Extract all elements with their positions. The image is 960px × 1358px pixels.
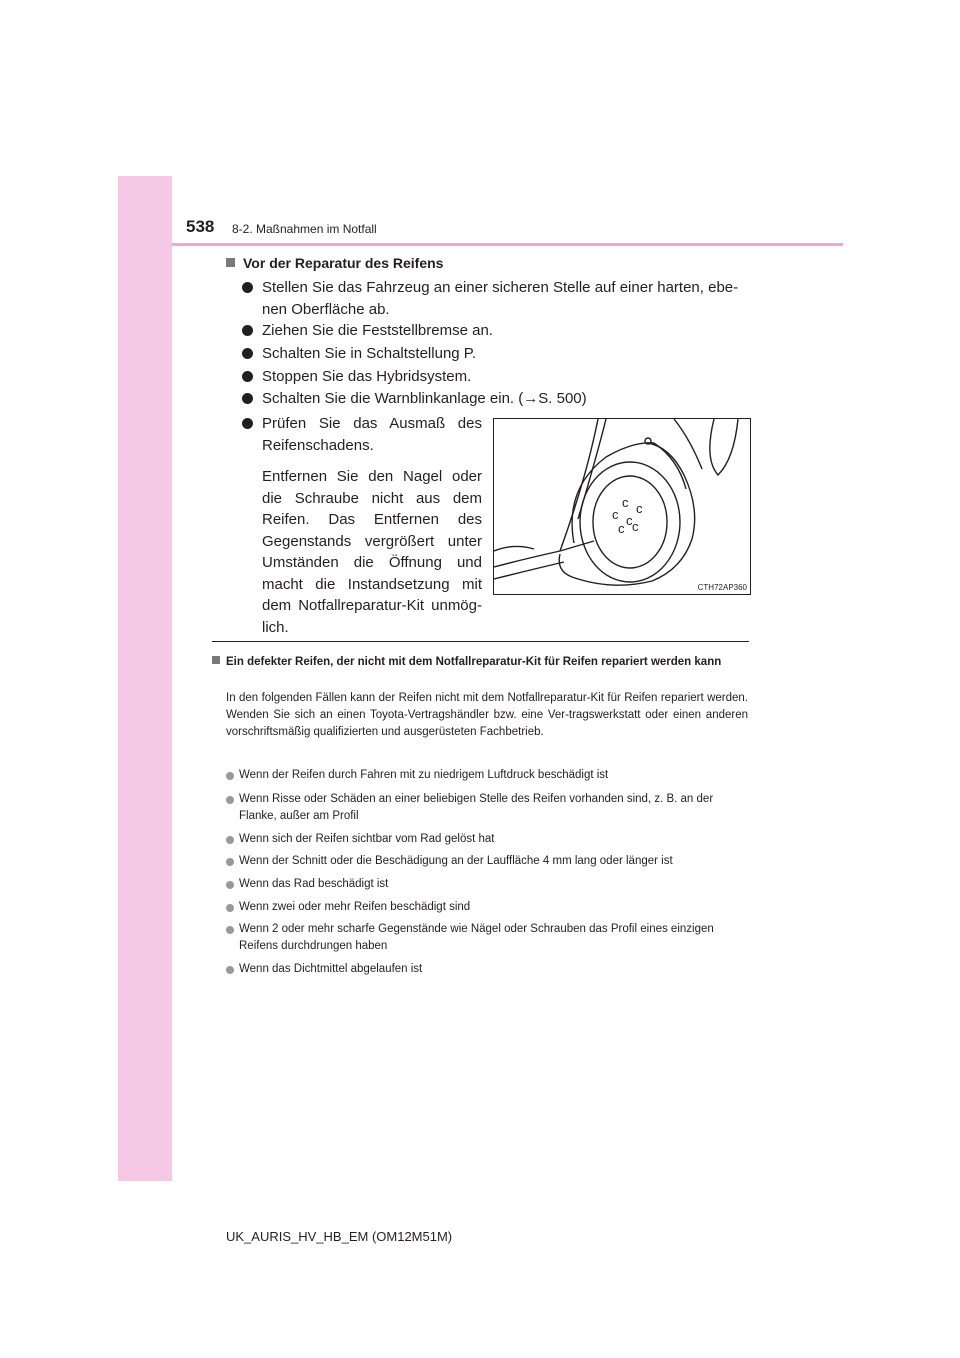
section-divider — [212, 641, 749, 642]
note-list-item: Wenn 2 oder mehr scharfe Gegenstände wie Nägel oder Schrauben das Profil eines einzigen Reifens durchdrungen haben — [226, 921, 749, 955]
note-intro: In den folgenden Fällen kann der Reifen nicht mit dem Notfallreparatur-Kit für Reifen repariert werden. Wenden Sie sich an einen Toyota-Vertragshändler bzw. eine Ver-tragswerkstatt oder einen anderen vorschriftsmäßig qualifizierten und ausgerüsteten Fachbetrieb. — [226, 692, 748, 738]
bullet-icon — [226, 772, 234, 780]
bullet-icon — [226, 796, 234, 804]
bullet-icon — [226, 858, 234, 866]
check-title: Prüfen Sie das Ausmaß des Reifenschadens. — [262, 415, 482, 454]
bullet-icon — [226, 881, 234, 889]
svg-text:c: c — [622, 495, 629, 510]
bullet-icon — [242, 371, 253, 382]
footer-model-code: UK_AURIS_HV_HB_EM (OM12M51M) — [226, 1229, 453, 1244]
section-heading — [226, 255, 443, 271]
note-list-item: Wenn Risse oder Schäden an einer beliebigen Stelle des Reifen vorhanden sind, z. B. an der Flanke, außer am Profil — [226, 791, 749, 825]
bullet-icon — [242, 325, 253, 336]
note-list-item: Wenn zwei oder mehr Reifen beschädigt sind — [226, 899, 749, 916]
section-title-text: Vor der Reparatur des Reifens — [243, 255, 444, 271]
note-list-item: Wenn sich der Reifen sichtbar vom Rad gelöst hat — [226, 831, 749, 848]
check-text: Entfernen Sie den Nagel oder die Schraube nicht aus dem Reifen. Das Entfernen des Gegenstands vergrößert unter Umständen die Öffnung und macht die Instandsetzung mit dem Notfallreparatur-Kit unmög-lich. — [262, 468, 482, 636]
figure-label: CTH72AP360 — [697, 583, 747, 592]
bullet-icon — [242, 348, 253, 359]
bullet-icon — [242, 393, 253, 404]
svg-text:c: c — [626, 513, 633, 528]
square-bullet-icon — [212, 656, 220, 664]
tire-image — [494, 419, 750, 594]
chapter-title: 8-2. Maßnahmen im Notfall — [232, 222, 377, 236]
tire-illustration — [493, 418, 751, 595]
bullet-icon — [226, 926, 234, 934]
note-list-item: Wenn das Dichtmittel abgelaufen ist — [226, 961, 749, 978]
check-damage-item — [242, 413, 482, 648]
bullet-icon — [242, 418, 253, 429]
svg-text:c: c — [632, 519, 639, 534]
svg-text:c: c — [618, 521, 625, 536]
note-heading: Ein defekter Reifen, der nicht mit dem Notfallreparatur-Kit für Reifen repariert werden kann — [212, 654, 749, 671]
svg-text:c: c — [636, 501, 643, 516]
bullet-icon — [242, 282, 253, 293]
bullet-icon — [226, 836, 234, 844]
square-bullet-icon — [226, 258, 235, 267]
bullet-icon — [226, 904, 234, 912]
svg-text:c: c — [612, 507, 619, 522]
bullet-icon — [226, 966, 234, 974]
page-number: 538 — [186, 217, 215, 236]
note-list-item: Wenn der Schnitt oder die Beschädigung an der Lauffläche 4 mm lang oder länger ist — [226, 853, 749, 870]
chapter-sidebar-tab — [118, 176, 172, 1181]
header-rule — [172, 243, 843, 246]
note-list-item: Wenn das Rad beschädigt ist — [226, 876, 749, 893]
note-list-item: Wenn der Reifen durch Fahren mit zu niedrigem Luftdruck beschädigt ist — [226, 767, 749, 784]
